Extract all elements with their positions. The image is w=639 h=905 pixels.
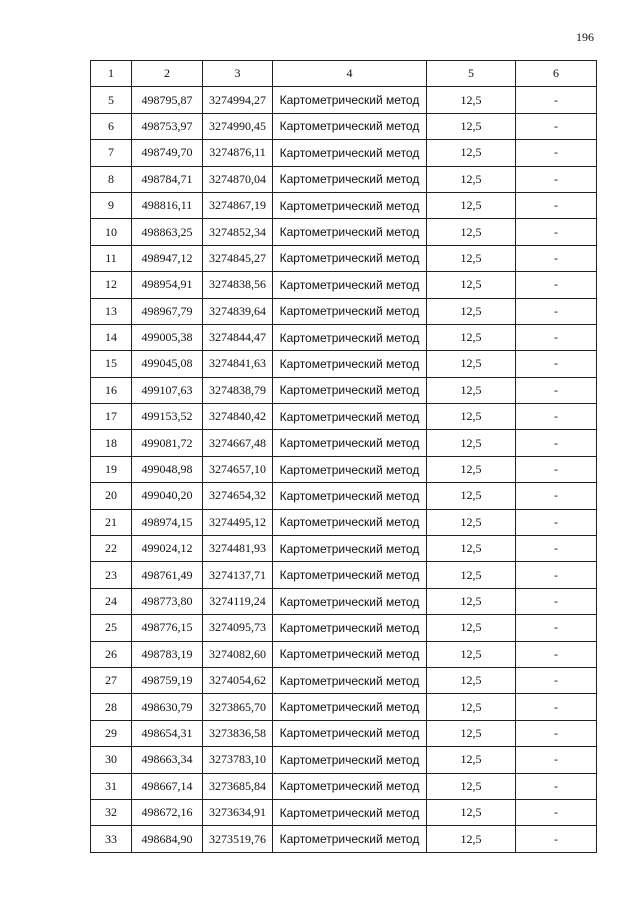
point-number-cell: 18 [91, 430, 132, 456]
point-number-cell: 33 [91, 826, 132, 852]
table-body [91, 87, 597, 852]
note-cell: - [516, 773, 597, 799]
note-cell: - [516, 219, 597, 245]
table-row [91, 272, 597, 298]
method-cell: Картометрический метод [273, 773, 427, 799]
point-number-cell: 9 [91, 192, 132, 218]
y-coordinate-cell: 3274054,62 [203, 667, 273, 693]
method-cell: Картометрический метод [273, 720, 427, 746]
table-row [91, 404, 597, 430]
y-coordinate-cell: 3274845,27 [203, 245, 273, 271]
y-coordinate-cell: 3274994,27 [203, 87, 273, 113]
table-row [91, 351, 597, 377]
point-number-cell: 32 [91, 799, 132, 825]
note-cell: - [516, 562, 597, 588]
method-cell: Картометрический метод [273, 826, 427, 852]
x-coordinate-cell: 499024,12 [132, 536, 203, 562]
method-cell: Картометрический метод [273, 667, 427, 693]
note-cell: - [516, 720, 597, 746]
y-coordinate-cell: 3274137,71 [203, 562, 273, 588]
note-cell: - [516, 298, 597, 324]
accuracy-cell: 12,5 [427, 826, 516, 852]
note-cell: - [516, 641, 597, 667]
note-cell: - [516, 667, 597, 693]
note-cell: - [516, 166, 597, 192]
y-coordinate-cell: 3274990,45 [203, 113, 273, 139]
header-col-3: 3 [203, 61, 273, 87]
point-number-cell: 15 [91, 351, 132, 377]
table-row [91, 694, 597, 720]
x-coordinate-cell: 498759,19 [132, 667, 203, 693]
point-number-cell: 29 [91, 720, 132, 746]
x-coordinate-cell: 498863,25 [132, 219, 203, 245]
point-number-cell: 10 [91, 219, 132, 245]
point-number-cell: 13 [91, 298, 132, 324]
point-number-cell: 20 [91, 483, 132, 509]
header-col-4: 4 [273, 61, 427, 87]
y-coordinate-cell: 3274841,63 [203, 351, 273, 377]
x-coordinate-cell: 498663,34 [132, 747, 203, 773]
x-coordinate-cell: 499040,20 [132, 483, 203, 509]
accuracy-cell: 12,5 [427, 219, 516, 245]
point-number-cell: 12 [91, 272, 132, 298]
x-coordinate-cell: 499048,98 [132, 456, 203, 482]
method-cell: Картометрический метод [273, 113, 427, 139]
method-cell: Картометрический метод [273, 351, 427, 377]
method-cell: Картометрический метод [273, 272, 427, 298]
x-coordinate-cell: 499153,52 [132, 404, 203, 430]
x-coordinate-cell: 498654,31 [132, 720, 203, 746]
note-cell: - [516, 87, 597, 113]
header-col-6: 6 [516, 61, 597, 87]
coordinates-table [90, 60, 597, 853]
y-coordinate-cell: 3273783,10 [203, 747, 273, 773]
y-coordinate-cell: 3274867,19 [203, 192, 273, 218]
accuracy-cell: 12,5 [427, 747, 516, 773]
table-row [91, 113, 597, 139]
point-number-cell: 24 [91, 588, 132, 614]
point-number-cell: 23 [91, 562, 132, 588]
table-row [91, 430, 597, 456]
point-number-cell: 27 [91, 667, 132, 693]
table-row [91, 667, 597, 693]
x-coordinate-cell: 498954,91 [132, 272, 203, 298]
point-number-cell: 5 [91, 87, 132, 113]
table-row [91, 773, 597, 799]
x-coordinate-cell: 498773,80 [132, 588, 203, 614]
accuracy-cell: 12,5 [427, 430, 516, 456]
table-row [91, 483, 597, 509]
point-number-cell: 30 [91, 747, 132, 773]
accuracy-cell: 12,5 [427, 245, 516, 271]
point-number-cell: 7 [91, 140, 132, 166]
note-cell: - [516, 483, 597, 509]
x-coordinate-cell: 499045,08 [132, 351, 203, 377]
method-cell: Картометрический метод [273, 456, 427, 482]
method-cell: Картометрический метод [273, 404, 427, 430]
method-cell: Картометрический метод [273, 615, 427, 641]
coordinates-table-container [90, 60, 596, 853]
table-row [91, 509, 597, 535]
x-coordinate-cell: 498784,71 [132, 166, 203, 192]
accuracy-cell: 12,5 [427, 324, 516, 350]
table-row [91, 298, 597, 324]
table-row [91, 140, 597, 166]
point-number-cell: 14 [91, 324, 132, 350]
note-cell: - [516, 272, 597, 298]
table-row [91, 720, 597, 746]
header-col-1: 1 [91, 61, 132, 87]
method-cell: Картометрический метод [273, 324, 427, 350]
x-coordinate-cell: 498630,79 [132, 694, 203, 720]
table-row [91, 615, 597, 641]
accuracy-cell: 12,5 [427, 483, 516, 509]
point-number-cell: 17 [91, 404, 132, 430]
method-cell: Картометрический метод [273, 799, 427, 825]
method-cell: Картометрический метод [273, 747, 427, 773]
note-cell: - [516, 192, 597, 218]
accuracy-cell: 12,5 [427, 509, 516, 535]
y-coordinate-cell: 3274870,04 [203, 166, 273, 192]
page-number: 196 [576, 30, 594, 44]
x-coordinate-cell: 498753,97 [132, 113, 203, 139]
method-cell: Картометрический метод [273, 87, 427, 113]
note-cell: - [516, 799, 597, 825]
method-cell: Картометрический метод [273, 588, 427, 614]
accuracy-cell: 12,5 [427, 113, 516, 139]
point-number-cell: 26 [91, 641, 132, 667]
method-cell: Картометрический метод [273, 219, 427, 245]
note-cell: - [516, 404, 597, 430]
x-coordinate-cell: 498795,87 [132, 87, 203, 113]
accuracy-cell: 12,5 [427, 87, 516, 113]
x-coordinate-cell: 498783,19 [132, 641, 203, 667]
accuracy-cell: 12,5 [427, 404, 516, 430]
y-coordinate-cell: 3274495,12 [203, 509, 273, 535]
note-cell: - [516, 113, 597, 139]
x-coordinate-cell: 498761,49 [132, 562, 203, 588]
x-coordinate-cell: 498749,70 [132, 140, 203, 166]
note-cell: - [516, 509, 597, 535]
y-coordinate-cell: 3274844,47 [203, 324, 273, 350]
table-row [91, 536, 597, 562]
note-cell: - [516, 615, 597, 641]
method-cell: Картометрический метод [273, 509, 427, 535]
y-coordinate-cell: 3274838,79 [203, 377, 273, 403]
method-cell: Картометрический метод [273, 298, 427, 324]
x-coordinate-cell: 499005,38 [132, 324, 203, 350]
y-coordinate-cell: 3274667,48 [203, 430, 273, 456]
y-coordinate-cell: 3273685,84 [203, 773, 273, 799]
method-cell: Картометрический метод [273, 694, 427, 720]
x-coordinate-cell: 498672,16 [132, 799, 203, 825]
note-cell: - [516, 694, 597, 720]
point-number-cell: 31 [91, 773, 132, 799]
x-coordinate-cell: 499081,72 [132, 430, 203, 456]
note-cell: - [516, 536, 597, 562]
x-coordinate-cell: 498816,11 [132, 192, 203, 218]
accuracy-cell: 12,5 [427, 192, 516, 218]
accuracy-cell: 12,5 [427, 377, 516, 403]
method-cell: Картометрический метод [273, 192, 427, 218]
table-row [91, 562, 597, 588]
method-cell: Картометрический метод [273, 536, 427, 562]
x-coordinate-cell: 498947,12 [132, 245, 203, 271]
y-coordinate-cell: 3274839,64 [203, 298, 273, 324]
point-number-cell: 6 [91, 113, 132, 139]
method-cell: Картометрический метод [273, 377, 427, 403]
method-cell: Картометрический метод [273, 562, 427, 588]
accuracy-cell: 12,5 [427, 799, 516, 825]
accuracy-cell: 12,5 [427, 720, 516, 746]
note-cell: - [516, 377, 597, 403]
note-cell: - [516, 351, 597, 377]
x-coordinate-cell: 498667,14 [132, 773, 203, 799]
table-row [91, 192, 597, 218]
y-coordinate-cell: 3273865,70 [203, 694, 273, 720]
table-row [91, 377, 597, 403]
x-coordinate-cell: 499107,63 [132, 377, 203, 403]
point-number-cell: 25 [91, 615, 132, 641]
note-cell: - [516, 245, 597, 271]
point-number-cell: 16 [91, 377, 132, 403]
header-row [91, 61, 597, 87]
y-coordinate-cell: 3274082,60 [203, 641, 273, 667]
note-cell: - [516, 324, 597, 350]
y-coordinate-cell: 3274876,11 [203, 140, 273, 166]
point-number-cell: 21 [91, 509, 132, 535]
y-coordinate-cell: 3274852,34 [203, 219, 273, 245]
point-number-cell: 28 [91, 694, 132, 720]
y-coordinate-cell: 3274657,10 [203, 456, 273, 482]
accuracy-cell: 12,5 [427, 667, 516, 693]
accuracy-cell: 12,5 [427, 562, 516, 588]
x-coordinate-cell: 498974,15 [132, 509, 203, 535]
x-coordinate-cell: 498684,90 [132, 826, 203, 852]
accuracy-cell: 12,5 [427, 694, 516, 720]
point-number-cell: 8 [91, 166, 132, 192]
accuracy-cell: 12,5 [427, 588, 516, 614]
note-cell: - [516, 140, 597, 166]
note-cell: - [516, 747, 597, 773]
y-coordinate-cell: 3274481,93 [203, 536, 273, 562]
method-cell: Картометрический метод [273, 166, 427, 192]
point-number-cell: 22 [91, 536, 132, 562]
table-row [91, 588, 597, 614]
point-number-cell: 11 [91, 245, 132, 271]
table-row [91, 166, 597, 192]
note-cell: - [516, 826, 597, 852]
method-cell: Картометрический метод [273, 430, 427, 456]
table-row [91, 245, 597, 271]
accuracy-cell: 12,5 [427, 272, 516, 298]
header-col-2: 2 [132, 61, 203, 87]
accuracy-cell: 12,5 [427, 456, 516, 482]
method-cell: Картометрический метод [273, 641, 427, 667]
accuracy-cell: 12,5 [427, 298, 516, 324]
accuracy-cell: 12,5 [427, 166, 516, 192]
accuracy-cell: 12,5 [427, 536, 516, 562]
note-cell: - [516, 588, 597, 614]
table-row [91, 747, 597, 773]
table-row [91, 87, 597, 113]
accuracy-cell: 12,5 [427, 140, 516, 166]
table-header [91, 61, 597, 87]
accuracy-cell: 12,5 [427, 615, 516, 641]
table-row [91, 641, 597, 667]
accuracy-cell: 12,5 [427, 773, 516, 799]
y-coordinate-cell: 3274095,73 [203, 615, 273, 641]
y-coordinate-cell: 3274838,56 [203, 272, 273, 298]
x-coordinate-cell: 498776,15 [132, 615, 203, 641]
y-coordinate-cell: 3274654,32 [203, 483, 273, 509]
header-col-5: 5 [427, 61, 516, 87]
x-coordinate-cell: 498967,79 [132, 298, 203, 324]
y-coordinate-cell: 3274840,42 [203, 404, 273, 430]
y-coordinate-cell: 3273634,91 [203, 799, 273, 825]
note-cell: - [516, 456, 597, 482]
table-row [91, 324, 597, 350]
table-row [91, 799, 597, 825]
point-number-cell: 19 [91, 456, 132, 482]
method-cell: Картометрический метод [273, 140, 427, 166]
y-coordinate-cell: 3274119,24 [203, 588, 273, 614]
table-row [91, 219, 597, 245]
method-cell: Картометрический метод [273, 483, 427, 509]
y-coordinate-cell: 3273836,58 [203, 720, 273, 746]
y-coordinate-cell: 3273519,76 [203, 826, 273, 852]
accuracy-cell: 12,5 [427, 351, 516, 377]
method-cell: Картометрический метод [273, 245, 427, 271]
accuracy-cell: 12,5 [427, 641, 516, 667]
note-cell: - [516, 430, 597, 456]
table-row [91, 456, 597, 482]
table-row [91, 826, 597, 852]
